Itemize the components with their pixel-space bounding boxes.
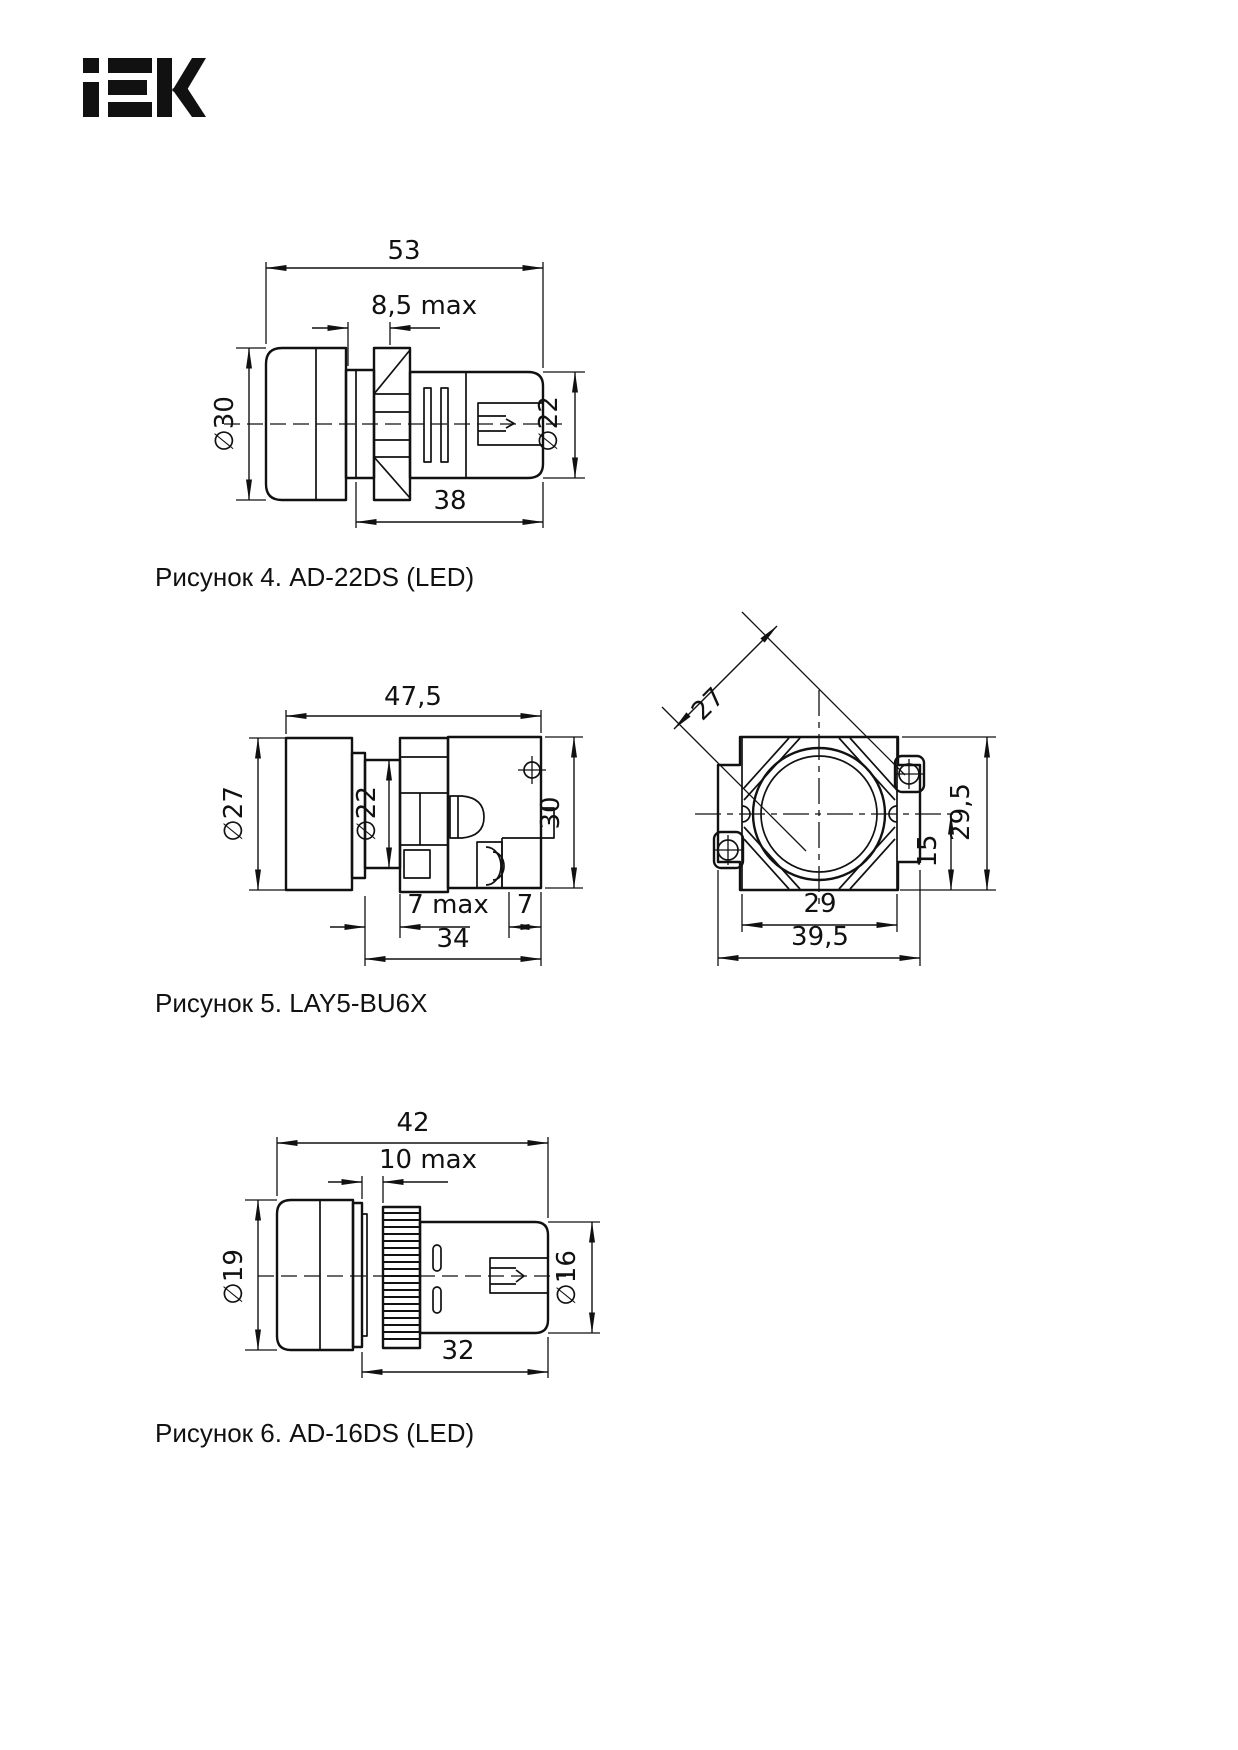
fig4-dim-head-diameter: ∅30	[210, 396, 240, 452]
fig5-dim-diagonal: 27	[686, 682, 731, 727]
fig5-contact-block	[448, 737, 541, 888]
fig6-washer	[353, 1203, 362, 1347]
fig5-dim-rear-length: 34	[436, 924, 470, 954]
fig6-body	[420, 1222, 548, 1333]
fig5-dim-height: 29,5	[946, 783, 976, 841]
fig4-dim-body-length: 38	[433, 486, 467, 516]
logo-e-top-bar	[108, 58, 152, 73]
fig5-clip-housing	[477, 842, 502, 888]
logo-e-bottom-bar	[108, 102, 152, 117]
fig5-plunger	[450, 796, 484, 838]
fig6-slot	[433, 1245, 441, 1271]
fig6-dim-total-length: 42	[396, 1108, 430, 1138]
fig4-dim-panel-max: 8,5 max	[370, 291, 478, 321]
figure5-lay5bu6x-side-view	[155, 682, 583, 1018]
figure6-ad16ds-drawing	[155, 1108, 600, 1448]
fig5-front-dimensions	[662, 612, 996, 966]
fig4-vent-slot	[424, 388, 431, 462]
figure5-caption: Рисунок 5. LAY5-BU6X	[155, 988, 428, 1018]
fig4-part-outline	[224, 348, 562, 500]
fig5-dim-overall-width: 39,5	[791, 922, 849, 952]
fig5-dim-panel-max: 7 max	[407, 890, 489, 920]
fig6-dim-head-diameter: ∅19	[219, 1249, 249, 1305]
iek-logo	[83, 58, 206, 117]
fig5-dim-total-length: 47,5	[384, 682, 442, 712]
figure6-caption: Рисунок 6. AD-16DS (LED)	[155, 1418, 475, 1448]
fig6-knurled-nut	[383, 1207, 420, 1348]
logo-k-lower-arm	[172, 83, 206, 117]
fig5-dim-center-to-edge: 15	[913, 834, 943, 868]
logo-e-mid-bar	[108, 80, 147, 95]
fig6-dim-body-diameter: ∅16	[552, 1250, 582, 1306]
fig5-dim-tab-depth: 7	[516, 890, 534, 920]
fig6-lens-head	[277, 1200, 353, 1350]
fig5-button-head	[286, 738, 352, 890]
fig6-dim-body-length: 32	[441, 1336, 475, 1366]
fig4-vent-slot	[441, 388, 448, 462]
fig4-dim-total-length: 53	[387, 236, 421, 266]
logo-i-stem	[83, 82, 99, 117]
fig5-operator-block	[400, 738, 448, 892]
fig5-side-outline	[286, 737, 554, 892]
fig6-slot	[433, 1287, 441, 1313]
figure4-ad22ds-drawing	[155, 236, 585, 592]
figure4-caption: Рисунок 4. AD-22DS (LED)	[155, 562, 475, 592]
logo-k-stem	[157, 58, 172, 117]
fig6-part-outline	[258, 1200, 566, 1350]
figure5-lay5bu6x-front-view	[662, 612, 996, 966]
fig4-dim-body-diameter: ∅22	[534, 396, 564, 452]
fig6-dim-panel-max: 10 max	[379, 1145, 477, 1175]
fig5-dim-across-flats: 29	[803, 889, 837, 919]
fig5-dim-block-height: 30	[536, 796, 566, 830]
fig5-dim-head-diameter: ∅27	[219, 786, 249, 842]
fig5-dim-barrel-diameter: ∅22	[352, 786, 382, 842]
logo-i-dot	[83, 58, 99, 73]
